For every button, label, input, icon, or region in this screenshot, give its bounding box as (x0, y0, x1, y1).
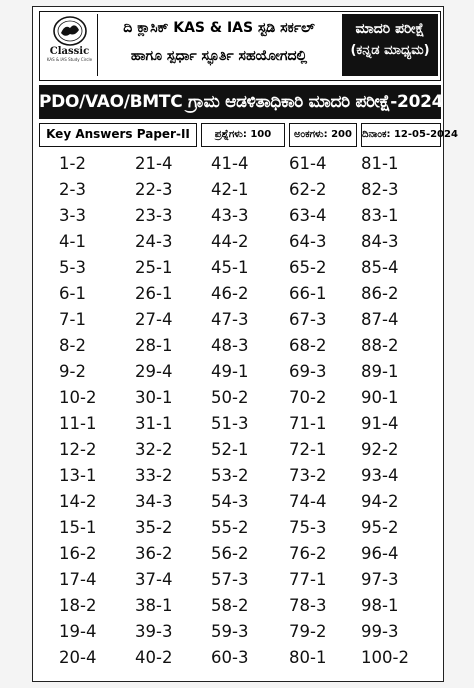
answer-item: 44-2 (211, 232, 249, 251)
answer-item: 39-3 (135, 622, 173, 641)
answer-item: 37-4 (135, 570, 173, 589)
logo-tagline: KAS & IAS Study Circle (46, 57, 93, 62)
answer-item: 75-3 (289, 518, 327, 537)
answer-item: 100-2 (361, 648, 409, 667)
header-box (39, 11, 441, 81)
answer-item: 96-4 (361, 544, 399, 563)
answer-item: 92-2 (361, 440, 399, 459)
answer-item: 8-2 (59, 336, 86, 355)
marks-total: ಅಂಕಗಳು: 200 (289, 123, 357, 147)
key-answers-label: Key Answers Paper-II (39, 123, 197, 147)
answer-item: 68-2 (289, 336, 327, 355)
answer-item: 16-2 (59, 544, 97, 563)
answer-item: 19-4 (59, 622, 97, 641)
answer-item: 71-1 (289, 414, 327, 433)
answer-item: 47-3 (211, 310, 249, 329)
answer-item: 12-2 (59, 440, 97, 459)
answer-item: 76-2 (289, 544, 327, 563)
answer-item: 45-1 (211, 258, 249, 277)
answer-item: 53-2 (211, 466, 249, 485)
org-line-1: ದಿ ಕ್ಲಾಸಿಕ್ KAS & IAS ಸ್ಟಡಿ ಸರ್ಕಲ್ (123, 20, 315, 36)
answer-item: 89-1 (361, 362, 399, 381)
answer-item: 34-3 (135, 492, 173, 511)
answer-item: 35-2 (135, 518, 173, 537)
answer-item: 43-3 (211, 206, 249, 225)
answer-item: 72-1 (289, 440, 327, 459)
answer-item: 58-2 (211, 596, 249, 615)
exam-title-band: PDO/VAO/BMTC ಗ್ರಾಮ ಆಡಳಿತಾಧಿಕಾರಿ ಮಾದರಿ ಪರೀಕ್ಷೆ-2024 (39, 85, 441, 119)
answer-item: 57-3 (211, 570, 249, 589)
answer-item: 55-2 (211, 518, 249, 537)
exam-type-title: ಮಾದರಿ ಪರೀಕ್ಷೆ (355, 21, 425, 37)
answer-item: 99-3 (361, 622, 399, 641)
answer-item: 60-3 (211, 648, 249, 667)
answer-item: 13-1 (59, 466, 97, 485)
answer-item: 67-3 (289, 310, 327, 329)
exam-type-box (342, 14, 438, 76)
answer-item: 82-3 (361, 180, 399, 199)
answer-item: 38-1 (135, 596, 173, 615)
org-line-2: ಹಾಗೂ ಸ್ಪರ್ಧಾ ಸ್ಫೂರ್ತಿ ಸಹಯೋಗದಲ್ಲಿ (130, 48, 308, 64)
answer-item: 85-4 (361, 258, 399, 277)
answer-item: 17-4 (59, 570, 97, 589)
answer-item: 14-2 (59, 492, 97, 511)
answer-item: 28-1 (135, 336, 173, 355)
answer-item: 30-1 (135, 388, 173, 407)
answer-item: 3-3 (59, 206, 86, 225)
answer-item: 5-3 (59, 258, 86, 277)
answer-item: 79-2 (289, 622, 327, 641)
answer-item: 83-1 (361, 206, 399, 225)
answer-item: 1-2 (59, 154, 86, 173)
answer-item: 23-3 (135, 206, 173, 225)
answer-item: 81-1 (361, 154, 399, 173)
answer-item: 64-3 (289, 232, 327, 251)
answer-item: 9-2 (59, 362, 86, 381)
answer-item: 80-1 (289, 648, 327, 667)
answer-item: 93-4 (361, 466, 399, 485)
answer-item: 10-2 (59, 388, 97, 407)
answer-item: 6-1 (59, 284, 86, 303)
answer-item: 87-4 (361, 310, 399, 329)
answer-item: 97-3 (361, 570, 399, 589)
logo-brand: Classic (49, 46, 90, 57)
info-bar (39, 123, 458, 147)
answer-item: 50-2 (211, 388, 249, 407)
answer-item: 90-1 (361, 388, 399, 407)
questions-count: ಪ್ರಶ್ನೆಗಳು: 100 (201, 123, 285, 147)
answer-item: 4-1 (59, 232, 86, 251)
answer-item: 24-3 (135, 232, 173, 251)
answer-item: 15-1 (59, 518, 97, 537)
answer-item: 77-1 (289, 570, 327, 589)
answer-item: 25-1 (135, 258, 173, 277)
answer-item: 42-1 (211, 180, 249, 199)
answer-item: 52-1 (211, 440, 249, 459)
answer-item: 27-4 (135, 310, 173, 329)
answer-item: 94-2 (361, 492, 399, 511)
answer-item: 91-4 (361, 414, 399, 433)
answer-item: 65-2 (289, 258, 327, 277)
answer-grid (39, 151, 441, 679)
answer-item: 46-2 (211, 284, 249, 303)
answer-item: 26-1 (135, 284, 173, 303)
answer-item: 70-2 (289, 388, 327, 407)
answer-item: 49-1 (211, 362, 249, 381)
answer-item: 66-1 (289, 284, 327, 303)
exam-medium: (ಕನ್ನಡ ಮಾಧ್ಯಮ) (350, 43, 430, 58)
answer-item: 21-4 (135, 154, 173, 173)
answer-item: 18-2 (59, 596, 97, 615)
answer-item: 88-2 (361, 336, 399, 355)
answer-item: 20-4 (59, 648, 97, 667)
answer-item: 51-3 (211, 414, 249, 433)
answer-key-sheet (32, 6, 458, 682)
answer-item: 2-3 (59, 180, 86, 199)
answer-item: 11-1 (59, 414, 97, 433)
answer-item: 62-2 (289, 180, 327, 199)
answer-item: 36-2 (135, 544, 173, 563)
answer-item: 33-2 (135, 466, 173, 485)
answer-item: 29-4 (135, 362, 173, 381)
answer-item: 59-3 (211, 622, 249, 641)
answer-item: 31-1 (135, 414, 173, 433)
answer-item: 7-1 (59, 310, 86, 329)
logo (42, 14, 98, 76)
emblem-icon (53, 16, 87, 46)
answer-item: 84-3 (361, 232, 399, 251)
organization-name (100, 12, 338, 78)
answer-item: 73-2 (289, 466, 327, 485)
answer-item: 95-2 (361, 518, 399, 537)
exam-date: ದಿನಾಂಕ: 12-05-2024 (361, 123, 441, 147)
answer-item: 48-3 (211, 336, 249, 355)
answer-item: 78-3 (289, 596, 327, 615)
answer-item: 98-1 (361, 596, 399, 615)
answer-item: 32-2 (135, 440, 173, 459)
answer-item: 40-2 (135, 648, 173, 667)
answer-item: 54-3 (211, 492, 249, 511)
answer-item: 86-2 (361, 284, 399, 303)
answer-item: 56-2 (211, 544, 249, 563)
answer-item: 63-4 (289, 206, 327, 225)
answer-item: 69-3 (289, 362, 327, 381)
answer-item: 61-4 (289, 154, 327, 173)
answer-item: 74-4 (289, 492, 327, 511)
answer-item: 41-4 (211, 154, 249, 173)
answer-item: 22-3 (135, 180, 173, 199)
